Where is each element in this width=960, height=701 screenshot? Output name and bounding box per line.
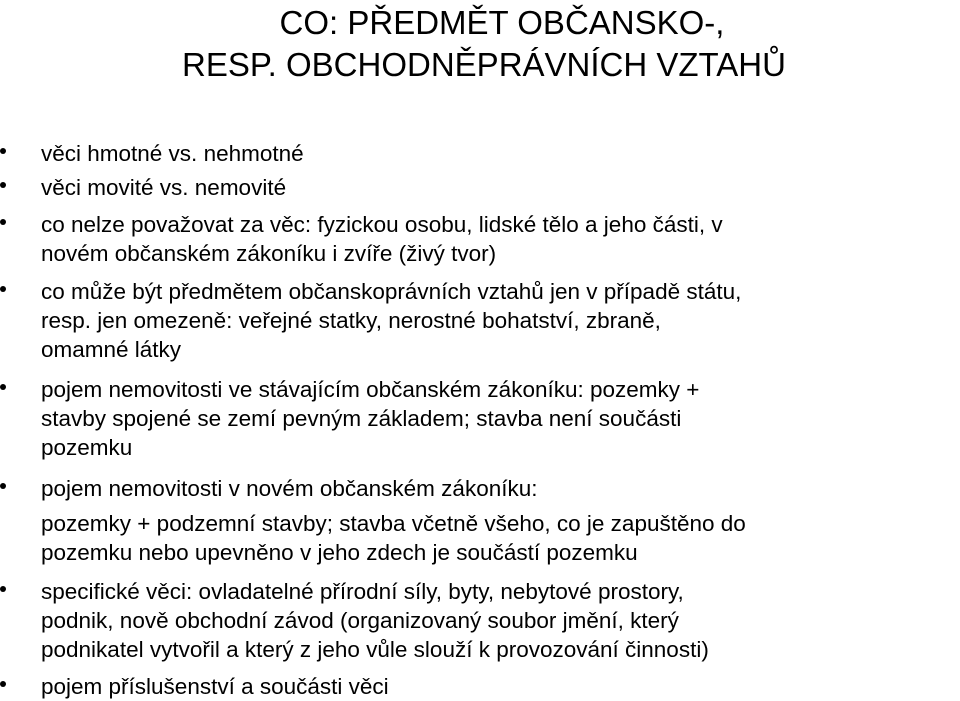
bullet-text: pojem nemovitosti v novém občanském zákoníku:	[41, 476, 538, 501]
bullet-item-predmet-statu	[0, 277, 960, 364]
bullet-list	[0, 139, 960, 701]
slide-title-line-1: CO: PŘEDMĚT OBČANSKO-,	[279, 4, 725, 41]
bullet-text: novém občanském zákoníku i zvíře (živý tvor)	[41, 241, 497, 266]
bullet-item-prislusenstvi	[0, 672, 960, 701]
slide-title	[0, 2, 960, 86]
bullet-dot-icon	[0, 148, 6, 154]
bullet-item-hmotne	[0, 139, 960, 168]
bullet-text: co může být předmětem občanskoprávních vztahů jen v případě státu,	[41, 279, 742, 304]
bullet-dot-icon	[0, 286, 6, 292]
bullet-item-specificke-veci	[0, 577, 960, 664]
bullet-text: věci movité vs. nemovité	[41, 175, 287, 200]
bullet-continuation-text: pozemky + podzemní stavby; stavba včetně všeho, co je zapuštěno do	[41, 511, 746, 536]
bullet-dot-icon	[0, 182, 6, 188]
slide-title-line-2: RESP. OBCHODNĚPRÁVNÍCH VZTAHŮ	[182, 46, 786, 83]
bullet-dot-icon	[0, 483, 6, 489]
bullet-item-nelze-vec	[0, 210, 960, 268]
bullet-dot-icon	[0, 681, 6, 687]
bullet-text: pojem nemovitosti ve stávajícím občanském zákoníku: pozemky +	[41, 377, 700, 402]
bullet-dot-icon	[0, 586, 6, 592]
bullet-text: resp. jen omezeně: veřejné statky, nerostné bohatství, zbraně,	[41, 308, 661, 333]
bullet-text: podnikatel vytvořil a který z jeho vůle slouží k provozování činnosti)	[41, 637, 709, 662]
bullet-text: co nelze považovat za věc: fyzickou osobu, lidské tělo a jeho části, v	[41, 212, 723, 237]
bullet-item-movite	[0, 173, 960, 202]
bullet-text: omamné látky	[41, 337, 182, 362]
bullet-continuation-text: pozemku nebo upevněno v jeho zdech je součástí pozemku	[41, 540, 638, 565]
bullet-dot-icon	[0, 219, 6, 225]
bullet-text: pozemku	[41, 435, 133, 460]
bullet-text: podnik, nově obchodní závod (organizovaný soubor jmění, který	[41, 608, 679, 633]
bullet-text: specifické věci: ovladatelné přírodní síly, byty, nebytové prostory,	[41, 579, 684, 604]
bullet-text: věci hmotné vs. nehmotné	[41, 141, 304, 166]
bullet-item-nemovitost-novy	[0, 474, 960, 567]
bullet-text: stavby spojené se zemí pevným základem; stavba není součásti	[41, 406, 682, 431]
bullet-item-nemovitost-stavajici	[0, 375, 960, 462]
bullet-dot-icon	[0, 384, 6, 390]
bullet-text: pojem příslušenství a součásti věci	[41, 674, 389, 699]
